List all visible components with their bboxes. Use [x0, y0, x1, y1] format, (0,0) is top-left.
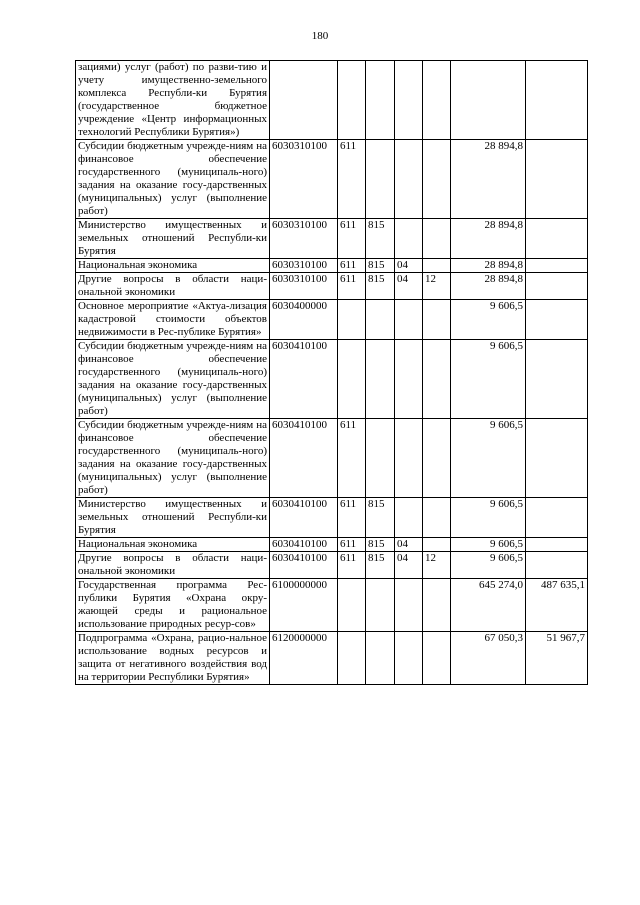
- cell-name: Другие вопросы в области наци-ональной экономики: [76, 273, 270, 300]
- table-row: [76, 61, 588, 140]
- cell-amount-1: 28 894,8: [451, 259, 526, 273]
- cell-section: [395, 219, 423, 259]
- cell-amount-1: 9 606,5: [451, 498, 526, 538]
- cell-expense-type: 611: [338, 273, 366, 300]
- cell-name: Другие вопросы в области наци-ональной экономики: [76, 552, 270, 579]
- cell-amount-2: [526, 419, 588, 498]
- table-row: [76, 498, 588, 538]
- cell-expense-type: [338, 579, 366, 632]
- cell-name: Субсидии бюджетным учрежде-ниям на финансовое обеспечение государственного (муниципаль-ного) задания на оказание госу-дарственных (муниципальных) услуг (выполнение работ): [76, 340, 270, 419]
- cell-name: Национальная экономика: [76, 538, 270, 552]
- cell-amount-2: [526, 273, 588, 300]
- cell-expense-type: 611: [338, 140, 366, 219]
- cell-subsection: [423, 340, 451, 419]
- cell-expense-type: 611: [338, 498, 366, 538]
- cell-subsection: [423, 219, 451, 259]
- cell-amount-2: [526, 219, 588, 259]
- cell-target-code: 6030410100: [270, 538, 338, 552]
- cell-target-code: 6030410100: [270, 419, 338, 498]
- cell-expense-type: 611: [338, 419, 366, 498]
- table-row: [76, 340, 588, 419]
- cell-name: Основное мероприятие «Актуа-лизация кадастровой стоимости объектов недвижимости в Рес-публике Бурятия»: [76, 300, 270, 340]
- cell-subsection: [423, 61, 451, 140]
- table-row: [76, 419, 588, 498]
- cell-name: Подпрограмма «Охрана, рацио-нальное использование водных ресурсов и защита от негативного воздействия вод на территории Республики Бурятия»: [76, 632, 270, 685]
- cell-amount-1: 9 606,5: [451, 538, 526, 552]
- cell-ministry-code: [366, 632, 395, 685]
- cell-subsection: [423, 300, 451, 340]
- cell-section: [395, 419, 423, 498]
- cell-amount-1: 9 606,5: [451, 300, 526, 340]
- cell-target-code: 6030410100: [270, 498, 338, 538]
- table-row: [76, 538, 588, 552]
- page-number: 180: [311, 30, 329, 42]
- cell-ministry-code: 815: [366, 259, 395, 273]
- table-row: [76, 140, 588, 219]
- cell-expense-type: [338, 632, 366, 685]
- cell-subsection: [423, 538, 451, 552]
- cell-target-code: [270, 61, 338, 140]
- cell-name: зациями) услуг (работ) по разви-тию и учету имущественно-земельного комплекса Республи-ки Бурятия (государственное бюджетное учреждение «Центр информационных технологий Республики Бурятия»): [76, 61, 270, 140]
- cell-amount-1: 67 050,3: [451, 632, 526, 685]
- cell-subsection: 12: [423, 273, 451, 300]
- cell-section: [395, 61, 423, 140]
- cell-amount-1: 645 274,0: [451, 579, 526, 632]
- cell-section: [395, 579, 423, 632]
- cell-subsection: [423, 632, 451, 685]
- table-row: [76, 219, 588, 259]
- cell-ministry-code: [366, 340, 395, 419]
- cell-amount-2: [526, 259, 588, 273]
- cell-target-code: 6030410100: [270, 340, 338, 419]
- cell-ministry-code: [366, 61, 395, 140]
- cell-amount-2: [526, 61, 588, 140]
- cell-subsection: [423, 140, 451, 219]
- cell-ministry-code: [366, 300, 395, 340]
- cell-amount-2: [526, 552, 588, 579]
- cell-section: 04: [395, 273, 423, 300]
- cell-expense-type: 611: [338, 259, 366, 273]
- cell-target-code: 6030310100: [270, 259, 338, 273]
- cell-name: Министерство имущественных и земельных отношений Республи-ки Бурятия: [76, 498, 270, 538]
- cell-name: Национальная экономика: [76, 259, 270, 273]
- cell-name: Субсидии бюджетным учрежде-ниям на финансовое обеспечение государственного (муниципаль-ного) задания на оказание госу-дарственных (муниципальных) услуг (выполнение работ): [76, 419, 270, 498]
- cell-section: 04: [395, 538, 423, 552]
- cell-ministry-code: 815: [366, 538, 395, 552]
- table-row: [76, 300, 588, 340]
- cell-ministry-code: 815: [366, 552, 395, 579]
- table-row: [76, 259, 588, 273]
- cell-target-code: 6120000000: [270, 632, 338, 685]
- cell-section: [395, 140, 423, 219]
- cell-amount-2: [526, 300, 588, 340]
- cell-section: 04: [395, 552, 423, 579]
- cell-expense-type: [338, 340, 366, 419]
- cell-expense-type: 611: [338, 552, 366, 579]
- cell-amount-2: 51 967,7: [526, 632, 588, 685]
- cell-target-code: 6030310100: [270, 140, 338, 219]
- cell-amount-1: 9 606,5: [451, 419, 526, 498]
- table-body: [76, 61, 588, 685]
- cell-name: Государственная программа Рес-публики Бурятия «Охрана окру-жающей среды и рациональное использование природных ресур-сов»: [76, 579, 270, 632]
- cell-ministry-code: [366, 419, 395, 498]
- table-row: [76, 632, 588, 685]
- cell-expense-type: 611: [338, 538, 366, 552]
- table-row: [76, 552, 588, 579]
- cell-amount-2: [526, 340, 588, 419]
- cell-target-code: 6100000000: [270, 579, 338, 632]
- table-row: [76, 579, 588, 632]
- cell-ministry-code: [366, 579, 395, 632]
- cell-target-code: 6030400000: [270, 300, 338, 340]
- cell-ministry-code: 815: [366, 219, 395, 259]
- cell-subsection: [423, 259, 451, 273]
- cell-ministry-code: [366, 140, 395, 219]
- cell-amount-1: 28 894,8: [451, 273, 526, 300]
- cell-expense-type: [338, 300, 366, 340]
- cell-section: [395, 498, 423, 538]
- cell-ministry-code: 815: [366, 498, 395, 538]
- cell-section: [395, 300, 423, 340]
- cell-amount-1: 28 894,8: [451, 219, 526, 259]
- cell-subsection: [423, 579, 451, 632]
- table-row: [76, 273, 588, 300]
- cell-ministry-code: 815: [366, 273, 395, 300]
- cell-amount-2: [526, 140, 588, 219]
- cell-section: [395, 340, 423, 419]
- cell-target-code: 6030410100: [270, 552, 338, 579]
- cell-subsection: [423, 419, 451, 498]
- cell-section: [395, 632, 423, 685]
- cell-amount-1: 9 606,5: [451, 340, 526, 419]
- cell-target-code: 6030310100: [270, 273, 338, 300]
- cell-name: Субсидии бюджетным учрежде-ниям на финансовое обеспечение государственного (муниципаль-ного) задания на оказание госу-дарственных (муниципальных) услуг (выполнение работ): [76, 140, 270, 219]
- cell-amount-2: [526, 498, 588, 538]
- cell-subsection: [423, 498, 451, 538]
- cell-name: Министерство имущественных и земельных отношений Республи-ки Бурятия: [76, 219, 270, 259]
- cell-expense-type: [338, 61, 366, 140]
- cell-section: 04: [395, 259, 423, 273]
- cell-amount-2: 487 635,1: [526, 579, 588, 632]
- cell-subsection: 12: [423, 552, 451, 579]
- cell-amount-1: [451, 61, 526, 140]
- cell-amount-1: 28 894,8: [451, 140, 526, 219]
- cell-amount-1: 9 606,5: [451, 552, 526, 579]
- cell-amount-2: [526, 538, 588, 552]
- cell-expense-type: 611: [338, 219, 366, 259]
- cell-target-code: 6030310100: [270, 219, 338, 259]
- budget-table: [75, 60, 588, 685]
